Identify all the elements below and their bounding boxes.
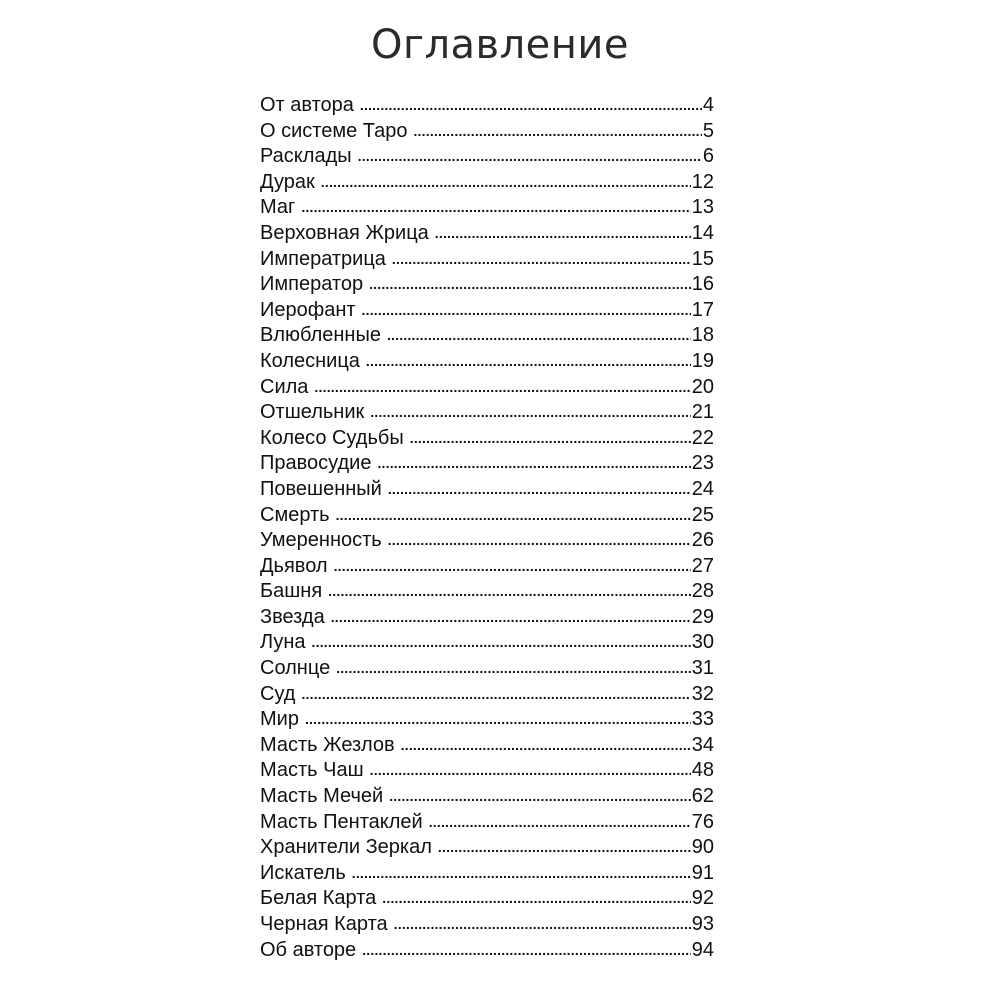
toc-entry: [260, 299, 714, 325]
toc-entry: [260, 785, 714, 811]
toc-entry-page-number: 25: [691, 503, 714, 526]
toc-entry: [260, 939, 714, 965]
toc-entry-page-number: 93: [691, 913, 714, 935]
toc-dot-leader: [336, 656, 691, 679]
toc-entry-title: Дьявол: [260, 554, 328, 577]
toc-entry: [260, 631, 714, 657]
toc-entry-page-number: 23: [691, 452, 714, 475]
toc-entry-title: Масть Жезлов: [260, 733, 395, 756]
toc-entry: [260, 376, 714, 402]
page-title: Оглавление: [370, 22, 630, 68]
toc-dot-leader: [413, 119, 701, 142]
toc-entry-title: Колесница: [260, 349, 360, 372]
toc-entry-title: Хранители Зеркал: [260, 836, 432, 859]
toc-entry-title: От автора: [260, 94, 354, 116]
toc-entry-title: Смерть: [260, 503, 330, 526]
toc-entry-page-number: 17: [691, 298, 714, 321]
toc-entry-page-number: 4: [702, 94, 714, 116]
toc-entry: [260, 913, 714, 939]
toc-entry: [260, 811, 714, 837]
toc-dot-leader: [366, 349, 691, 372]
toc-entry-page-number: 31: [691, 657, 714, 680]
toc-dot-leader: [358, 144, 702, 167]
toc-entry-title: Масть Мечей: [260, 785, 384, 808]
toc-entry-page-number: 30: [691, 631, 714, 654]
toc-dot-leader: [401, 733, 691, 756]
toc-dot-leader: [369, 272, 691, 295]
toc-entry-page-number: 14: [691, 221, 714, 244]
toc-entry: [260, 222, 714, 248]
toc-entry: [260, 734, 714, 760]
toc-entry-page-number: 32: [691, 682, 714, 705]
toc-entry-page-number: 20: [691, 375, 714, 398]
toc-dot-leader: [321, 170, 691, 193]
toc-entry-title: Правосудие: [260, 452, 372, 475]
toc-dot-leader: [377, 451, 690, 474]
toc-entry: [260, 555, 714, 581]
toc-entry: [260, 606, 714, 632]
toc-entry-title: Расклады: [260, 145, 352, 168]
toc-entry: [260, 324, 714, 350]
toc-entry-title: Башня: [260, 580, 323, 603]
toc-entry-page-number: 27: [691, 554, 714, 577]
toc-entry-title: Черная Карта: [260, 913, 388, 935]
toc-entry-title: Умеренность: [260, 529, 382, 552]
toc-dot-leader: [382, 886, 690, 909]
toc-entry: [260, 836, 714, 862]
toc-entry-title: Белая Карта: [260, 887, 377, 910]
toc-entry-page-number: 90: [691, 836, 714, 859]
toc-dot-leader: [370, 400, 690, 423]
toc-entry-page-number: 18: [691, 324, 714, 347]
toc-entry-title: Император: [260, 273, 364, 296]
toc-entry: [260, 94, 714, 120]
toc-entry: [260, 171, 714, 197]
toc-dot-leader: [334, 554, 691, 577]
toc-entry-page-number: 94: [691, 938, 714, 961]
toc-entry: [260, 427, 714, 453]
toc-entry-title: Императрица: [260, 247, 386, 270]
table-of-contents: [260, 94, 714, 964]
toc-entry-page-number: 19: [691, 349, 714, 372]
toc-entry-title: Суд: [260, 682, 296, 705]
toc-entry-page-number: 62: [691, 785, 714, 808]
toc-entry-title: Луна: [260, 631, 306, 654]
toc-entry: [260, 504, 714, 530]
toc-entry: [260, 120, 714, 146]
toc-entry-title: Маг: [260, 196, 296, 219]
toc-entry-title: Дурак: [260, 170, 315, 193]
toc-dot-leader: [301, 682, 690, 705]
toc-entry-title: Солнце: [260, 657, 331, 680]
toc-entry-page-number: 16: [691, 273, 714, 296]
toc-entry: [260, 657, 714, 683]
toc-entry: [260, 273, 714, 299]
toc-dot-leader: [301, 195, 690, 218]
toc-entry-page-number: 22: [691, 426, 714, 449]
toc-dot-leader: [370, 758, 691, 781]
toc-dot-leader: [429, 810, 691, 833]
toc-entry: [260, 862, 714, 888]
toc-entry: [260, 708, 714, 734]
toc-dot-leader: [438, 835, 691, 858]
toc-entry-title: Об авторе: [260, 938, 357, 961]
toc-dot-leader: [328, 579, 691, 602]
toc-dot-leader: [352, 861, 691, 884]
toc-entry-page-number: 92: [691, 887, 714, 910]
toc-entry-title: Сила: [260, 375, 309, 398]
toc-entry-page-number: 48: [691, 759, 714, 782]
toc-entry-title: Мир: [260, 708, 299, 731]
toc-dot-leader: [314, 375, 690, 398]
toc-entry-page-number: 21: [691, 401, 714, 424]
toc-entry-page-number: 13: [691, 196, 714, 219]
toc-entry-page-number: 6: [702, 145, 714, 168]
toc-entry-title: Влюбленные: [260, 324, 381, 347]
toc-entry-page-number: 76: [691, 810, 714, 833]
toc-dot-leader: [312, 630, 691, 653]
toc-dot-leader: [331, 605, 691, 628]
toc-entry-title: Звезда: [260, 605, 325, 628]
toc-dot-leader: [387, 323, 691, 346]
toc-dot-leader: [360, 93, 702, 116]
toc-entry: [260, 580, 714, 606]
toc-dot-leader: [394, 912, 691, 935]
toc-entry: [260, 350, 714, 376]
toc-entry-page-number: 26: [691, 529, 714, 552]
toc-entry-title: Отшельник: [260, 401, 365, 424]
toc-entry-page-number: 91: [691, 861, 714, 884]
toc-dot-leader: [388, 477, 691, 500]
toc-entry-title: Колесо Судьбы: [260, 426, 404, 449]
toc-entry: [260, 887, 714, 913]
toc-dot-leader: [362, 938, 691, 961]
toc-entry: [260, 683, 714, 709]
toc-entry: [260, 401, 714, 427]
toc-entry-page-number: 28: [691, 580, 714, 603]
toc-entry-title: О системе Таро: [260, 119, 408, 142]
toc-dot-leader: [362, 298, 691, 321]
toc-entry: [260, 529, 714, 555]
toc-entry: [260, 452, 714, 478]
toc-entry-title: Масть Чаш: [260, 759, 364, 782]
toc-entry-page-number: 34: [691, 733, 714, 756]
toc-entry-page-number: 33: [691, 708, 714, 731]
toc-entry: [260, 759, 714, 785]
toc-entry-page-number: 5: [702, 119, 714, 142]
toc-dot-leader: [388, 528, 691, 551]
toc-entry-page-number: 24: [691, 477, 714, 500]
toc-entry-title: Искатель: [260, 861, 346, 884]
toc-entry-title: Масть Пентаклей: [260, 810, 423, 833]
toc-dot-leader: [392, 247, 691, 270]
toc-entry: [260, 248, 714, 274]
toc-entry-title: Повешенный: [260, 477, 382, 500]
toc-dot-leader: [305, 707, 691, 730]
toc-dot-leader: [410, 426, 691, 449]
toc-entry: [260, 196, 714, 222]
toc-entry: [260, 478, 714, 504]
toc-entry-title: Верховная Жрица: [260, 221, 429, 244]
toc-entry: [260, 145, 714, 171]
toc-entry-page-number: 12: [691, 170, 714, 193]
toc-dot-leader: [336, 503, 691, 526]
toc-entry-title: Иерофант: [260, 298, 356, 321]
toc-entry-page-number: 29: [691, 605, 714, 628]
toc-dot-leader: [435, 221, 691, 244]
toc-dot-leader: [389, 784, 691, 807]
toc-entry-page-number: 15: [691, 247, 714, 270]
